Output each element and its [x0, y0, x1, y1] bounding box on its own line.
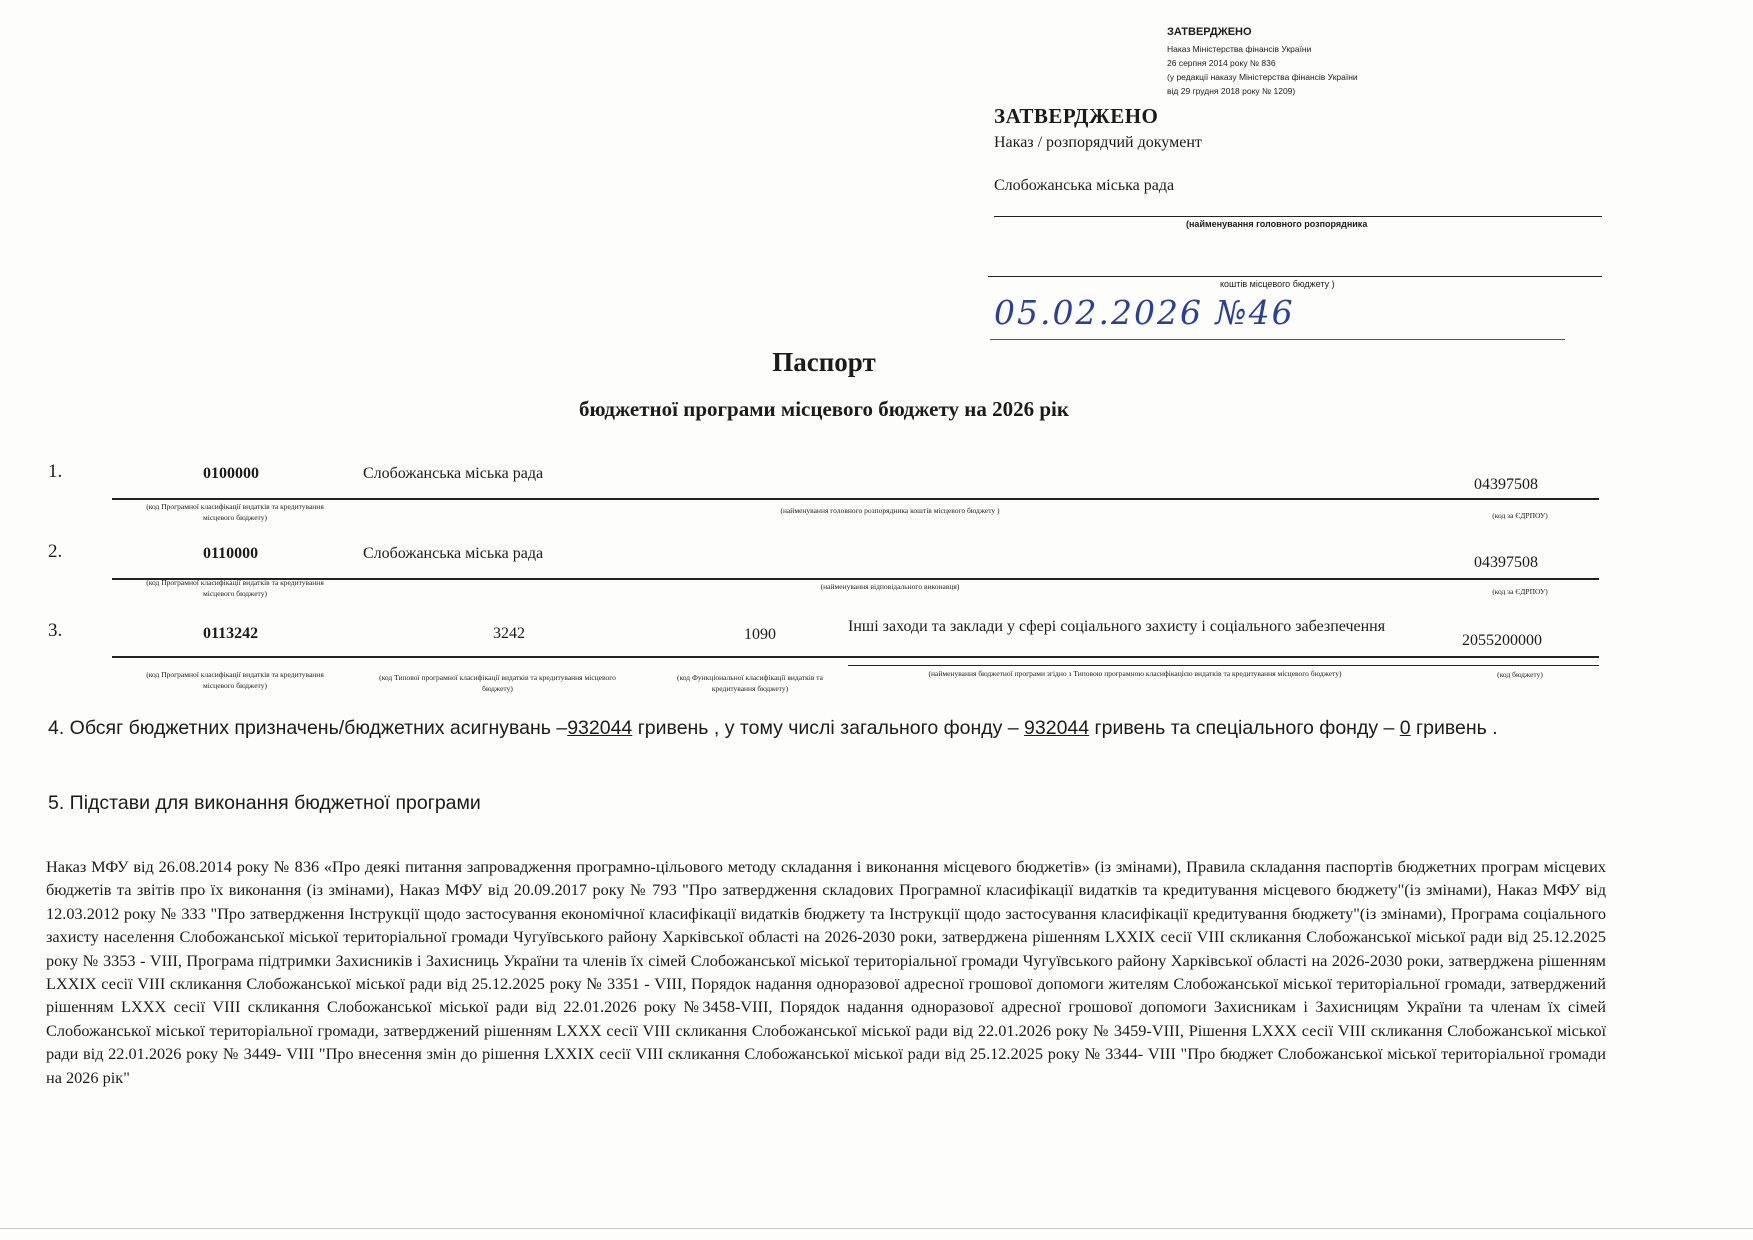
caption-main-manager-name: (найменування головного розпорядника коштів місцевого бюджету ) [780, 506, 1000, 515]
edrpou-code: 04397508 [1474, 554, 1538, 571]
approval-stamp-line: 26 серпня 2014 року № 836 [1167, 58, 1276, 68]
divider [994, 216, 1602, 217]
total-amount: 932044 [567, 717, 633, 739]
caption-executor-name: (найменування відповідального виконавця) [820, 582, 960, 591]
section-5-basis-text: Наказ МФУ від 26.08.2014 року № 836 «Про деякі питання запровадження програмно-цільового методу складання і виконання місцевого бюджетів» (із змінами), Правила складання паспортів бюджетних програм місцевих бюджетів та звітів про їх виконання (із змінами), Наказ МФУ від 20.09.2017 року № 793 "Про затвердження складових Програмної класифікації видатків та кредитування місцевого бюджету"(із змінами), Наказ МФУ від 12.03.2012 року № 333 "Про затвердження Інструкції щодо застосування економічної класифікації видатків бюджету та Інструкції щодо застосування класифікації кредитування бюджету"(із змінами), Програма соціального захисту населення Слобожанської міської територіальної громади Чугуївського району Харківської області на 2026-2030 роки, затверджена рішенням LXXIX сесії VIII скликання Слобожанської міської ради від 25.12.2025 року № 3353 - VIII, Програма підтримки Захисників і Захисниць України та членів їх сімей Слобожанської міської територіальної громади Чугуївського району Харківської області на 2026-2030 роки, затверджена рішенням LXXIX сесії VIII скликання Слобожанської міської ради від 25.12.2025 року № 3351 - VIII, Порядок надання одноразової адресної грошової допомоги жителям Слобожанської міської територіальної громади, затверджений рішенням LXXX сесії VIII скликання Слобожанської міської ради від 22.01.2026 року №3458-VIII, Порядок надання одноразової адресної грошової допомоги Захисникам і Захисницям України та членам їх сімей Слобожанської міської територіальної громади, затверджений рішенням LXXX сесії VIII скликання Слобожанської міської ради від 22.01.2026 року № 3459-VIII, Рішення LXXX сесії VIII скликання Слобожанської міської ради від 22.01.2026 року № 3449- VIII "Про внесення змін до рішення LXXIX сесії VIII скликання Слобожанської міської ради від 25.12.2025 року № 3344- VIII "Про бюджет Слобожанської міської територіальної громади на 2026 рік" [46, 857, 1606, 1087]
caption-program-code: (код Програмної класифікації видатків та кредитування місцевого бюджету) [146, 502, 324, 522]
caption-program-code: (код Програмної класифікації видатків та кредитування місцевого бюджету) [146, 578, 324, 598]
budget-program-name: Інші заходи та заклади у сфері соціального захисту і соціального забезпечення [848, 618, 1386, 635]
handwritten-date-number: 05.02.2026 №46 [994, 293, 1295, 332]
program-code: 0100000 [203, 465, 259, 482]
caption-local-budget: коштів місцевого бюджету ) [1220, 279, 1335, 289]
functional-code: 1090 [744, 626, 776, 643]
program-code: 0113242 [203, 625, 259, 642]
program-code: 0110000 [203, 545, 259, 562]
section-5-heading: 5. Підстави для виконання бюджетної програми [48, 792, 481, 814]
approval-stamp-title: ЗАТВЕРДЖЕНО [1167, 26, 1252, 38]
row-number: 1. [48, 461, 63, 482]
section-4-budget-volume [48, 715, 1598, 742]
caption-functional-code: (код Функціональної класифікації видатків та кредитування бюджету) [676, 673, 823, 693]
divider [848, 665, 1599, 666]
edrpou-code: 04397508 [1474, 476, 1538, 493]
order-label: Наказ / розпорядчий документ [994, 134, 1202, 151]
divider [112, 656, 1599, 658]
section-4-text: гривень . [1410, 717, 1498, 739]
document-subtitle: бюджетної програми місцевого бюджету на 2026 рік [579, 397, 1069, 421]
general-fund-amount: 932044 [1024, 717, 1090, 739]
divider [112, 498, 1599, 500]
divider [988, 276, 1602, 277]
caption-budget-code: (код бюджету) [1497, 670, 1543, 679]
caption-edrpou: (код за ЄДРПОУ) [1492, 511, 1548, 520]
approval-stamp-line: (у редакції наказу Міністерства фінансів України [1167, 72, 1358, 82]
divider [990, 339, 1565, 340]
caption-budget-program-name: (найменування бюджетної програми згідно з Типовою програмною класифікацією видатків та кредитування місцевого бюджету) [928, 669, 1342, 678]
section-4-text: гривень , у тому числі загального фонду – [632, 717, 1025, 739]
special-fund-amount: 0 [1399, 717, 1411, 739]
approved-title: ЗАТВЕРДЖЕНО [994, 104, 1159, 128]
row-number: 3. [48, 620, 63, 641]
approval-stamp-line: від 29 грудня 2018 року № 1209) [1167, 86, 1296, 96]
section-4-text: гривень та спеціального фонду – [1089, 717, 1400, 739]
caption-edrpou: (код за ЄДРПОУ) [1492, 587, 1548, 596]
approving-organization: Слобожанська міська рада [994, 177, 1175, 194]
row-number: 2. [48, 541, 63, 562]
budget-code: 2055200000 [1462, 632, 1542, 649]
page-edge-line [0, 1228, 1753, 1229]
section-4-text: 4. Обсяг бюджетних призначень/бюджетних асигнувань – [48, 717, 568, 739]
approval-stamp-line: Наказ Міністерства фінансів України [1167, 44, 1312, 54]
caption-main-manager: (найменування головного розпорядника [1186, 219, 1368, 229]
executor-name: Слобожанська міська рада [363, 545, 544, 562]
typical-program-code: 3242 [493, 625, 525, 642]
caption-program-code: (код Програмної класифікації видатків та кредитування місцевого бюджету) [146, 670, 324, 690]
caption-typical-code: (код Типової програмної класифікації видатків та кредитування місцевого бюджету) [379, 673, 616, 693]
main-manager-name: Слобожанська міська рада [363, 465, 544, 482]
document-title: Паспорт [772, 347, 876, 377]
